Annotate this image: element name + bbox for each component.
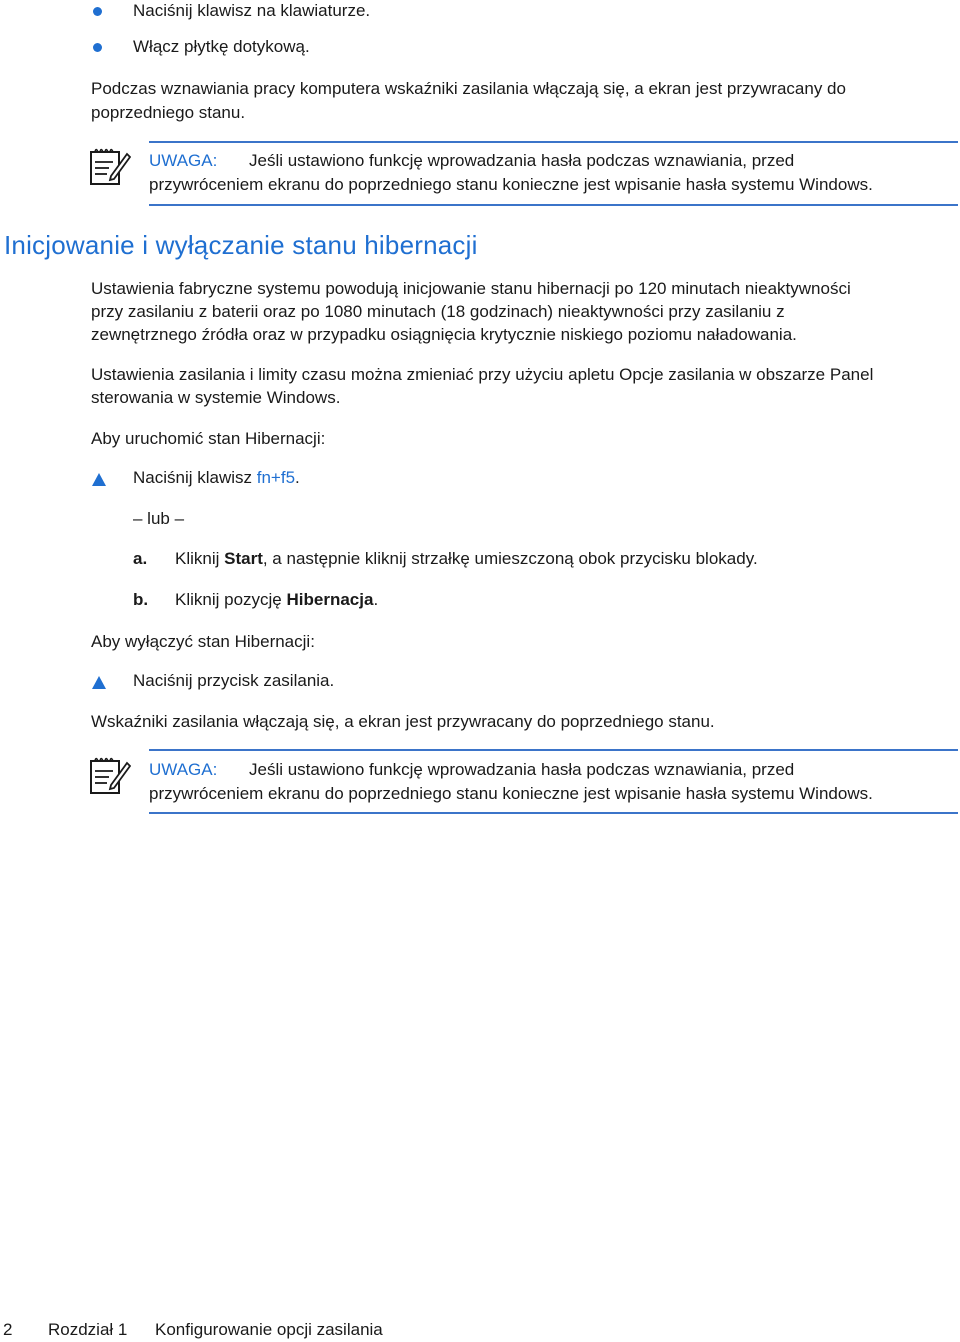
or-separator: – lub – <box>133 509 185 528</box>
body-text: Ustawienia fabryczne systemu powodują inicjowanie stanu hibernacji po 120 minutach nieaktywności <box>91 279 851 298</box>
note-pencil-icon <box>89 146 131 186</box>
bold-term: Hibernacja <box>286 590 374 609</box>
body-text: Podczas wznawiania pracy komputera wskaźniki zasilania włączają się, a ekran jest przywracany do <box>91 79 846 98</box>
body-text: zewnętrznego źródła oraz w przypadku osiągnięcia krytycznie niskiego poziomu naładowania. <box>91 325 797 344</box>
body-text: Ustawienia zasilania i limity czasu można zmieniać przy użyciu apletu Opcje zasilania w obszarze Panel <box>91 365 874 384</box>
body-text: Aby uruchomić stan Hibernacji: <box>91 429 326 448</box>
note-text: Jeśli ustawiono funkcję wprowadzania hasła podczas wznawiania, przed <box>249 151 795 170</box>
step-marker: b. <box>133 590 149 609</box>
note-bottom-rule <box>149 812 958 814</box>
triangle-bullet-icon <box>92 676 106 689</box>
body-text: poprzedniego stanu. <box>91 103 246 122</box>
bullet-item: Naciśnij klawisz na klawiaturze. <box>133 1 371 20</box>
sub-step: Kliknij pozycję Hibernacja. <box>175 590 379 609</box>
note-text: Jeśli ustawiono funkcję wprowadzania hasła podczas wznawiania, przed <box>249 760 795 779</box>
note-text: przywróceniem ekranu do poprzedniego stanu konieczne jest wpisanie hasła systemu Windows. <box>149 784 873 803</box>
note-label: UWAGA: <box>149 151 218 170</box>
step-text: Naciśnij klawisz <box>133 468 257 487</box>
bullet-dot-icon <box>93 7 102 16</box>
body-text: sterowania w systemie Windows. <box>91 388 341 407</box>
note-top-rule <box>149 749 958 751</box>
bullet-dot-icon <box>93 43 102 52</box>
triangle-bullet-icon <box>92 473 106 486</box>
note-pencil-icon <box>89 755 131 795</box>
step-text: Naciśnij przycisk zasilania. <box>133 671 335 690</box>
bullet-item: Włącz płytkę dotykową. <box>133 37 310 56</box>
chapter-title: Konfigurowanie opcji zasilania <box>155 1320 383 1339</box>
chapter-label: Rozdział 1 <box>48 1320 128 1339</box>
key-combo: fn+f5 <box>256 468 296 487</box>
step-item <box>133 468 300 488</box>
section-heading: Inicjowanie i wyłączanie stanu hibernacji <box>4 230 478 260</box>
note-label: UWAGA: <box>149 760 218 779</box>
body-text: Aby wyłączyć stan Hibernacji: <box>91 632 315 651</box>
body-text: przy zasilaniu z baterii oraz po 1080 minutach (18 godzinach) nieaktywności przy zasilaniu z <box>91 302 785 321</box>
note-top-rule <box>149 141 958 143</box>
body-text: Wskaźniki zasilania włączają się, a ekran jest przywracany do poprzedniego stanu. <box>91 712 715 731</box>
bold-term: Start <box>224 549 263 568</box>
note-bottom-rule <box>149 204 958 206</box>
note-text: przywróceniem ekranu do poprzedniego stanu konieczne jest wpisanie hasła systemu Windows. <box>149 175 873 194</box>
step-suffix: . <box>295 468 300 487</box>
sub-step: Kliknij Start, a następnie kliknij strzałkę umieszczoną obok przycisku blokady. <box>175 549 758 568</box>
step-marker: a. <box>133 549 148 568</box>
page-number: 2 <box>3 1320 13 1339</box>
